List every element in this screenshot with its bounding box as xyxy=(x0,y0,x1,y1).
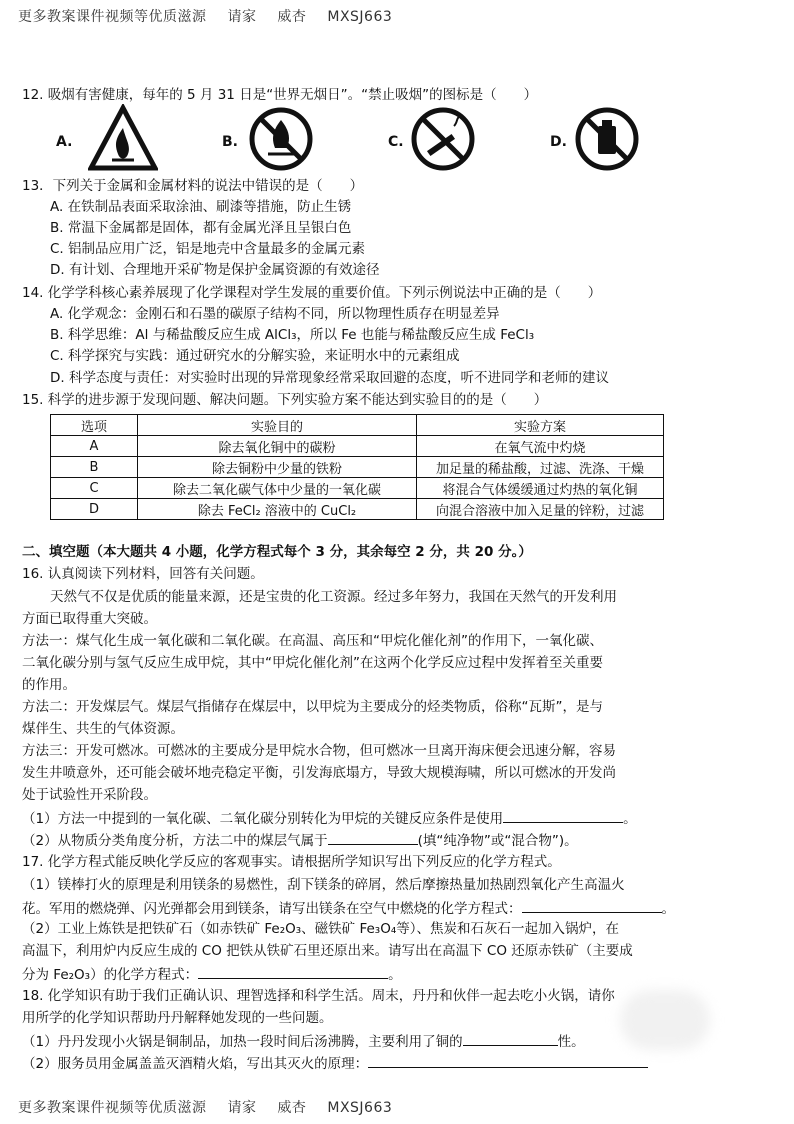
no-smoking-icon xyxy=(408,104,478,174)
flammable-warning-icon xyxy=(88,104,158,174)
table-cell: 除去氧化铜中的碳粉 xyxy=(138,436,417,457)
footer-text-2: 请家 xyxy=(227,1100,257,1116)
q16-sub1-text: （1）方法一中提到的一氧化碳、二氧化碳分别转化为甲烷的关键反应条件是使用 xyxy=(22,811,504,827)
answer-blank[interactable] xyxy=(328,830,418,845)
q17-line-text: 分为 Fe₂O₃）的化学方程式： xyxy=(22,967,199,983)
q12-option-b: B. xyxy=(222,134,238,150)
table-row xyxy=(51,499,664,520)
q14-option-b: B. 科学思维：Al 与稀盐酸反应生成 AlCl₃，所以 Fe 也能与稀盐酸反应生成 FeCl₃ xyxy=(50,327,535,343)
table-header-cell: 实验方案 xyxy=(417,415,664,436)
q18-sub1 xyxy=(22,1031,585,1051)
section-title: 二、填空题（本大题共 4 小题，化学方程式每个 3 分，其余每空 2 分，共 20 分。） xyxy=(22,544,532,560)
q18-sub1-tail: 性。 xyxy=(557,1034,585,1050)
no-open-flame-icon xyxy=(246,104,316,174)
q12-option-a: A. xyxy=(56,134,73,150)
table-cell: 加足量的稀盐酸，过滤、洗涤、干燥 xyxy=(417,457,664,478)
answer-blank[interactable] xyxy=(368,1053,648,1068)
table-cell: A xyxy=(51,436,138,457)
q12-option-d: D. xyxy=(550,134,567,150)
answer-blank[interactable] xyxy=(198,964,388,979)
q18-sub2 xyxy=(22,1053,648,1073)
q17-line: 花。军用的燃烧弹、闪光弹都会用到镁条，请写出镁条在空气中燃烧的化学方程式： 。 xyxy=(22,898,675,918)
q12-stem: 12. 吸烟有害健康，每年的 5 月 31 日是“世界无烟日”。“禁止吸烟”的图标是（ ） xyxy=(22,87,538,103)
scan-smudge xyxy=(620,990,710,1050)
no-drinking-icon xyxy=(572,104,642,174)
experiment-table xyxy=(50,414,664,520)
q16-paragraph-line: 煤伴生、共生的气体资源。 xyxy=(22,721,184,737)
table-header-row xyxy=(51,415,664,436)
q17-line-text: 花。军用的燃烧弹、闪光弹都会用到镁条，请写出镁条在空气中燃烧的化学方程式： xyxy=(22,901,522,917)
q13-stem: 13．下列关于金属和金属材料的说法中错误的是（ ） xyxy=(22,178,364,194)
q14-stem: 14. 化学学科核心素养展现了化学课程对学生发展的重要价值。下列示例说法中正确的是（ ） xyxy=(22,285,602,301)
table-header-cell: 实验目的 xyxy=(138,415,417,436)
header-text-2: 请家 xyxy=(227,9,257,25)
q16-paragraph-line: 方法三：开发可燃冰。可燃冰的主要成分是甲烷水合物，但可燃冰一旦离开海床便会迅速分解，容易 xyxy=(22,743,616,759)
q16-sub2 xyxy=(22,830,578,850)
table-cell: C xyxy=(51,478,138,499)
table-cell: 除去 FeCl₂ 溶液中的 CuCl₂ xyxy=(138,499,417,520)
header-code: MXSJ663 xyxy=(327,9,393,25)
q16-paragraph-line: 方面已取得重大突破。 xyxy=(22,611,157,627)
q18-sub1-text: （1）丹丹发现小火锅是铜制品，加热一段时间后汤沸腾，主要利用了铜的 xyxy=(22,1034,463,1050)
q16-sub1: （1）方法一中提到的一氧化碳、二氧化碳分别转化为甲烷的关键反应条件是使用 。 xyxy=(22,808,637,828)
q15-stem: 15. 科学的进步源于发现问题、解决问题。下列实验方案不能达到实验目的的是（ ） xyxy=(22,392,548,408)
q12-option-c: C. xyxy=(388,134,404,150)
table-cell: B xyxy=(51,457,138,478)
answer-blank[interactable] xyxy=(522,898,662,913)
table-cell: D xyxy=(51,499,138,520)
page-footer xyxy=(18,1097,408,1117)
q16-paragraph-line: 二氧化碳分别与氢气反应生成甲烷，其中“甲烷化催化剂”在这两个化学反应过程中发挥着至关重要 xyxy=(22,655,603,671)
q14-option-a: A. 化学观念：金刚石和石墨的碳原子结构不同，所以物理性质存在明显差异 xyxy=(50,306,500,322)
q13-option-a: A. 在铁制品表面采取涂油、刷漆等措施，防止生锈 xyxy=(50,199,352,215)
q18-line: 用所学的化学知识帮助丹丹解释她发现的一些问题。 xyxy=(22,1010,333,1026)
page-header xyxy=(18,6,408,26)
header-text-1: 更多教案课件视频等优质滋源 xyxy=(18,9,207,25)
table-cell: 在氧气流中灼烧 xyxy=(417,436,664,457)
footer-text-3: 威杏 xyxy=(277,1100,307,1116)
q17-line: （2）工业上炼铁是把铁矿石（如赤铁矿 Fe₂O₃、磁铁矿 Fe₃O₄等）、焦炭和石灰石一起加入锅炉，在 xyxy=(22,921,619,937)
table-row xyxy=(51,457,664,478)
q13-option-d: D. 有计划、合理地开采矿物是保护金属资源的有效途径 xyxy=(50,262,380,278)
footer-code: MXSJ663 xyxy=(327,1100,393,1116)
q16-stem: 16. 认真阅读下列材料，回答有关问题。 xyxy=(22,566,264,582)
table-header-cell: 选项 xyxy=(51,415,138,436)
table-cell: 向混合溶液中加入足量的锌粉，过滤 xyxy=(417,499,664,520)
table-row xyxy=(51,436,664,457)
table-cell: 将混合气体缓缓通过灼热的氧化铜 xyxy=(417,478,664,499)
q16-paragraph-line: 发生井喷意外，还可能会破坏地壳稳定平衡，引发海底塌方，导致大规模海啸，所以可燃冰的开发尚 xyxy=(22,765,616,781)
q13-option-b: B. 常温下金属都是固体，都有金属光泽且呈银白色 xyxy=(50,220,352,236)
q14-option-d: D. 科学态度与责任：对实验时出现的异常现象经常采取回避的态度，听不进同学和老师的建议 xyxy=(50,370,609,386)
q14-option-c: C. 科学探究与实践：通过研究水的分解实验，来证明水中的元素组成 xyxy=(50,348,460,364)
q16-paragraph-line: 的作用。 xyxy=(22,677,76,693)
table-cell: 除去二氧化碳气体中少量的一氧化碳 xyxy=(138,478,417,499)
answer-blank[interactable] xyxy=(503,808,623,823)
q18-sub2-text: （2）服务员用金属盖盖灭酒精火焰，写出其灭火的原理： xyxy=(22,1056,369,1072)
q16-paragraph-line: 处于试验性开采阶段。 xyxy=(22,787,157,803)
answer-blank[interactable] xyxy=(463,1031,558,1046)
q16-sub2-text: （2）从物质分类角度分析，方法二中的煤层气属于 xyxy=(22,833,328,849)
q16-paragraph-line: 天然气不仅是优质的能量来源，还是宝贵的化工资源。经过多年努力，我国在天然气的开发利用 xyxy=(50,589,617,605)
q17-line: （1）镁棒打火的原理是利用镁条的易燃性，刮下镁条的碎屑，然后摩擦热量加热剧烈氧化产生高温火 xyxy=(22,877,625,893)
table-row xyxy=(51,478,664,499)
q16-sub2-hint: (填“纯净物”或“混合物”)。 xyxy=(417,833,578,849)
q16-paragraph-line: 方法一：煤气化生成一氧化碳和二氧化碳。在高温、高压和“甲烷化催化剂”的作用下，一氧化碳、 xyxy=(22,633,603,649)
footer-text-1: 更多教案课件视频等优质滋源 xyxy=(18,1100,207,1116)
q16-paragraph-line: 方法二：开发煤层气。煤层气指储存在煤层中，以甲烷为主要成分的烃类物质，俗称“瓦斯”，是与 xyxy=(22,699,603,715)
q17-line: 高温下，利用炉内反应生成的 CO 把铁从铁矿石里还原出来。请写出在高温下 CO 还原赤铁矿（主要成 xyxy=(22,943,633,959)
q17-line: 分为 Fe₂O₃）的化学方程式： 。 xyxy=(22,964,402,984)
q13-option-c: C. 铝制品应用广泛，铝是地壳中含量最多的金属元素 xyxy=(50,241,366,257)
q18-stem: 18. 化学知识有助于我们正确认识、理智选择和科学生活。周末，丹丹和伙伴一起去吃小火锅，请你 xyxy=(22,988,615,1004)
q17-stem: 17. 化学方程式能反映化学反应的客观事实。请根据所学知识写出下列反应的化学方程式。 xyxy=(22,854,561,870)
table-cell: 除去铜粉中少量的铁粉 xyxy=(138,457,417,478)
header-text-3: 威杏 xyxy=(277,9,307,25)
